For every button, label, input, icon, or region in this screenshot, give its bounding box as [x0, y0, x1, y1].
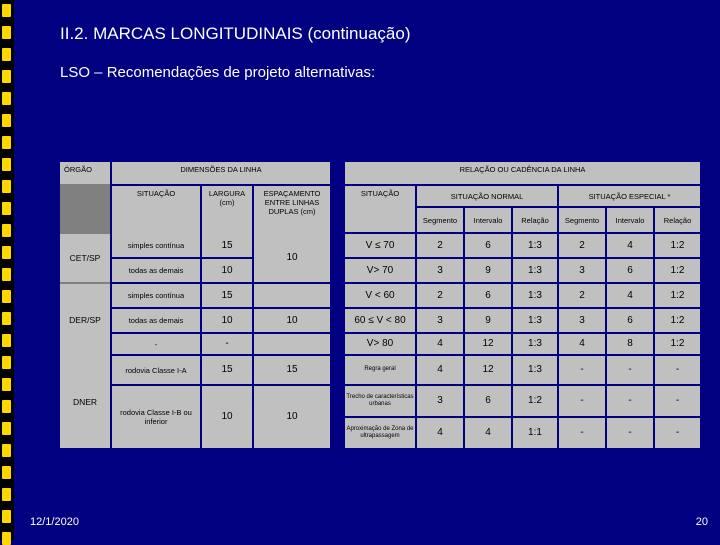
- row-largura: 15: [202, 356, 252, 384]
- row-cell-nr: 1:3: [513, 234, 557, 257]
- row-situacao-right: Aproximação de Zona de ultrapassagem: [345, 418, 415, 448]
- row-situacao: rodovia Classe I-A: [112, 356, 200, 384]
- film-hole: [2, 70, 11, 83]
- row-situacao-right: V> 80: [345, 334, 415, 354]
- row-cell-ni: 9: [465, 309, 511, 332]
- row-cell-ns: 4: [417, 334, 463, 354]
- header-espacamento: ESPAÇAMENTO ENTRE LINHAS DUPLAS (cm): [254, 186, 330, 236]
- header-situacao-right: SITUAÇÃO: [345, 186, 415, 232]
- row-cell-es: 4: [559, 334, 605, 354]
- film-strip-border: [0, 0, 14, 540]
- film-hole: [2, 136, 11, 149]
- row-cell-ns: 4: [417, 418, 463, 448]
- row-cell-er: 1:2: [655, 334, 700, 354]
- slide-title: II.2. MARCAS LONGITUDINAIS (continuação): [60, 24, 411, 43]
- subheader-relacao: Relação: [513, 208, 557, 232]
- row-cell-nr: 1:3: [513, 259, 557, 282]
- film-hole: [2, 312, 11, 325]
- row-espacamento: 10: [254, 309, 330, 332]
- row-cell-ei: 6: [607, 259, 653, 282]
- subheader-segmento: Segmento: [417, 208, 463, 232]
- film-hole: [2, 290, 11, 303]
- row-cell-es: 2: [559, 284, 605, 307]
- subheader-relacao: Relação: [655, 208, 700, 232]
- row-cell-ei: 6: [607, 309, 653, 332]
- row-largura: 15: [202, 284, 252, 307]
- header-normal: SITUAÇÃO NORMAL: [417, 186, 557, 206]
- row-cell-er: 1:2: [655, 309, 700, 332]
- row-cell-ns: 3: [417, 259, 463, 282]
- row-cell-er: -: [655, 386, 700, 416]
- row-espacamento: 15: [254, 356, 330, 384]
- film-hole: [2, 444, 11, 457]
- row-situacao: todas as demais: [112, 259, 200, 282]
- film-hole: [2, 488, 11, 501]
- row-situacao: todas as demais: [112, 309, 200, 332]
- row-cell-es: -: [559, 356, 605, 384]
- row-cell-ei: 8: [607, 334, 653, 354]
- film-hole: [2, 246, 11, 259]
- row-cell-ni: 12: [465, 334, 511, 354]
- row-situacao-right: V < 60: [345, 284, 415, 307]
- film-hole: [2, 422, 11, 435]
- row-cell-ni: 6: [465, 386, 511, 416]
- row-cell-ns: 3: [417, 309, 463, 332]
- slide-page-number: 20: [695, 516, 708, 528]
- row-cell-ni: 4: [465, 418, 511, 448]
- slide-subtitle: LSO – Recomendações de projeto alternativas:: [60, 64, 376, 81]
- row-espacamento-empty: [254, 334, 330, 354]
- row-largura: -: [202, 334, 252, 354]
- row-cell-ei: 4: [607, 284, 653, 307]
- row-cell-ns: 2: [417, 284, 463, 307]
- row-cell-er: 1:2: [655, 234, 700, 257]
- film-hole: [2, 180, 11, 193]
- film-hole: [2, 532, 11, 545]
- header-orgao: ÓRGÃO: [60, 162, 110, 184]
- row-cell-ni: 9: [465, 259, 511, 282]
- film-hole: [2, 4, 11, 17]
- film-hole: [2, 202, 11, 215]
- film-hole: [2, 224, 11, 237]
- subheader-segmento: Segmento: [559, 208, 605, 232]
- row-cell-nr: 1:3: [513, 334, 557, 354]
- film-hole: [2, 48, 11, 61]
- row-situacao-right: V> 70: [345, 259, 415, 282]
- subheader-intervalo: Intervalo: [607, 208, 653, 232]
- row-largura: 10: [202, 386, 252, 448]
- orgao-der-sp: DER/SP: [60, 284, 110, 356]
- row-largura: 15: [202, 234, 252, 257]
- row-cell-nr: 1:3: [513, 356, 557, 384]
- film-hole: [2, 92, 11, 105]
- film-hole: [2, 400, 11, 413]
- orgao-cet-sp: CET/SP: [60, 234, 110, 282]
- subheader-intervalo: Intervalo: [465, 208, 511, 232]
- row-situacao: simples contínua: [112, 234, 200, 257]
- row-espacamento: 10: [254, 234, 330, 282]
- row-cell-es: 3: [559, 259, 605, 282]
- row-cell-es: -: [559, 418, 605, 448]
- header-largura: LARGURA (cm): [202, 186, 252, 236]
- row-cell-ei: -: [607, 386, 653, 416]
- row-largura: 10: [202, 259, 252, 282]
- row-situacao-right: Regra geral: [345, 356, 415, 384]
- header-situacao-left: SITUAÇÃO: [112, 186, 200, 236]
- row-cell-es: 3: [559, 309, 605, 332]
- orgao-dner: DNER: [60, 356, 110, 448]
- slide-date: 12/1/2020: [30, 516, 79, 528]
- header-dimensoes: DIMENSÕES DA LINHA: [112, 162, 330, 184]
- film-hole: [2, 466, 11, 479]
- row-cell-nr: 1:3: [513, 309, 557, 332]
- film-hole: [2, 26, 11, 39]
- film-hole: [2, 268, 11, 281]
- film-hole: [2, 114, 11, 127]
- row-situacao-right: 60 ≤ V < 80: [345, 309, 415, 332]
- row-cell-er: -: [655, 356, 700, 384]
- row-cell-ni: 6: [465, 234, 511, 257]
- row-cell-ns: 3: [417, 386, 463, 416]
- film-hole: [2, 158, 11, 171]
- row-cell-nr: 1:3: [513, 284, 557, 307]
- row-espacamento-empty: [254, 284, 330, 307]
- row-situacao: simples contínua: [112, 284, 200, 307]
- row-cell-nr: 1:1: [513, 418, 557, 448]
- row-cell-er: -: [655, 418, 700, 448]
- row-cell-es: 2: [559, 234, 605, 257]
- row-largura: 10: [202, 309, 252, 332]
- header-especial: SITUAÇÃO ESPECIAL *: [559, 186, 700, 206]
- row-cell-ei: -: [607, 356, 653, 384]
- film-hole: [2, 378, 11, 391]
- row-cell-ni: 6: [465, 284, 511, 307]
- row-cell-ei: -: [607, 418, 653, 448]
- row-cell-ni: 12: [465, 356, 511, 384]
- row-cell-er: 1:2: [655, 259, 700, 282]
- film-hole: [2, 334, 11, 347]
- row-situacao: -: [112, 334, 200, 354]
- film-hole: [2, 356, 11, 369]
- row-cell-ns: 2: [417, 234, 463, 257]
- row-cell-ei: 4: [607, 234, 653, 257]
- header-relacao: RELAÇÃO OU CADÊNCIA DA LINHA: [345, 162, 700, 184]
- row-espacamento: 10: [254, 386, 330, 448]
- row-cell-es: -: [559, 386, 605, 416]
- row-cell-nr: 1:2: [513, 386, 557, 416]
- row-cell-ns: 4: [417, 356, 463, 384]
- row-situacao-right: Trecho de características urbanas: [345, 386, 415, 416]
- row-cell-er: 1:2: [655, 284, 700, 307]
- row-situacao-right: V ≤ 70: [345, 234, 415, 257]
- row-situacao: rodovia Classe I-B ou inferior: [112, 386, 200, 448]
- film-hole: [2, 510, 11, 523]
